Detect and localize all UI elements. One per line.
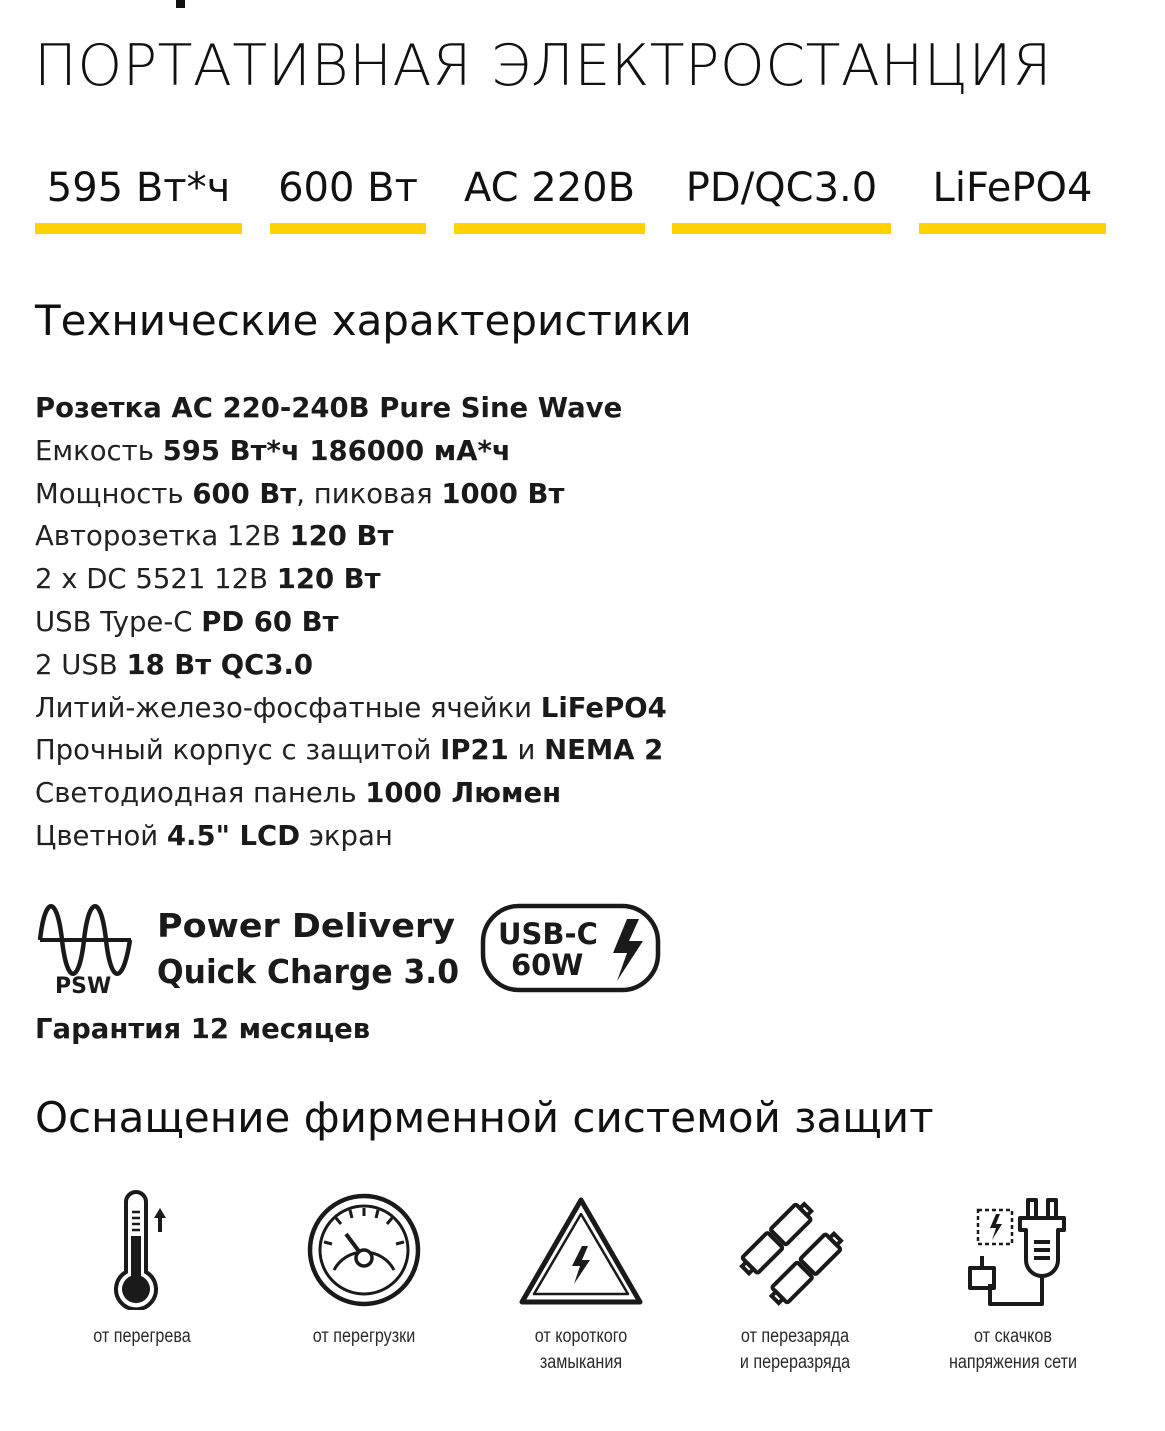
caption-line: от скачков (974, 1326, 1052, 1347)
spec-value: LiFePO4 (540, 691, 667, 724)
gauge-icon (304, 1190, 424, 1310)
caption-line: от перегрева (93, 1326, 191, 1347)
spec-label: Мощность (35, 477, 193, 510)
top-edge-mark (176, 0, 185, 8)
spec-line (35, 387, 667, 430)
spec-label: Литий-железо-фосфатные ячейки (35, 691, 541, 724)
logos-row (35, 895, 675, 1005)
spec-label: Цветной (35, 819, 167, 852)
badge-capacity (35, 160, 242, 234)
caption-line: и переразряда (739, 1352, 851, 1373)
badge-label: 600 Вт (278, 165, 418, 211)
caption-line: от короткого (534, 1326, 628, 1347)
specs-heading: Технические характеристики (35, 296, 692, 345)
logos-graphic (35, 895, 675, 1005)
badge-underline (919, 223, 1106, 234)
spec-value: 4.5" LCD (166, 819, 301, 852)
high-voltage-warning-icon (516, 1190, 646, 1310)
warranty-text: Гарантия 12 месяцев (35, 1013, 371, 1045)
spec-label: экран (300, 819, 393, 852)
spec-label: USB Type-C (35, 605, 202, 638)
spec-value: 120 Вт (289, 520, 394, 553)
power-plug-icon (948, 1190, 1078, 1310)
spec-value: 18 Вт QC3.0 (126, 648, 314, 681)
sine-wave-icon (40, 906, 131, 974)
usbc-line1: USB-C (498, 917, 598, 951)
power-delivery-text: Power Delivery (157, 906, 455, 945)
battery-icon (730, 1190, 860, 1310)
spec-label: Емкость (35, 434, 163, 467)
spec-line (35, 558, 667, 601)
protection-caption (710, 1324, 880, 1376)
spec-value: 1000 Вт (441, 477, 565, 510)
quick-charge-text: Quick Charge 3.0 (157, 952, 459, 991)
spec-line (35, 601, 667, 644)
protection-item-overload (264, 1190, 464, 1350)
spec-label: 2 x DC 5521 12В (35, 563, 277, 596)
protection-item-short-circuit (481, 1190, 681, 1376)
spec-value: NEMA 2 (544, 734, 664, 767)
caption-line: замыкания (539, 1352, 623, 1373)
badge-label: 595 Вт*ч (46, 165, 231, 211)
badge-underline (454, 223, 645, 234)
specs-list (35, 387, 667, 858)
badge-label: LiFePO4 (932, 165, 1093, 211)
protection-caption (57, 1324, 227, 1350)
spec-line (35, 473, 667, 516)
badge-underline (270, 223, 426, 234)
badge-underline (672, 223, 891, 234)
spec-label: Прочный корпус с защитой (35, 734, 441, 767)
badge-pd-qc (672, 160, 891, 234)
protection-caption (279, 1324, 449, 1350)
spec-line (35, 430, 667, 473)
caption-line: от перезаряда (740, 1326, 850, 1347)
spec-line (35, 772, 667, 815)
protection-caption (496, 1324, 666, 1376)
spec-value: IP21 (440, 734, 509, 767)
spec-value: PD 60 Вт (201, 605, 339, 638)
thermometer-icon (82, 1190, 202, 1310)
badge-lifepo4 (919, 160, 1106, 234)
lightning-icon (613, 919, 643, 981)
page-title: ПОРТАТИВНАЯ ЭЛЕКТРОСТАНЦИЯ (34, 33, 1053, 99)
spec-value: 600 Вт (192, 477, 297, 510)
badge-power (270, 160, 426, 234)
spec-value: Розетка AC 220-240В Pure Sine Wave (35, 392, 623, 424)
spec-label: и (508, 734, 545, 767)
badge-underline (35, 223, 242, 234)
spec-line (35, 644, 667, 687)
spec-label: Авторозетка 12В (35, 520, 290, 553)
spec-value: 120 Вт (276, 563, 381, 596)
spec-line (35, 815, 667, 858)
badge-label: PD/QC3.0 (685, 165, 878, 211)
psw-label: PSW (55, 974, 112, 999)
protection-heading: Оснащение фирменной системой защит (35, 1093, 934, 1142)
spec-label: , пиковая (296, 477, 442, 510)
spec-label: Светодиодная панель (35, 777, 366, 810)
spec-line (35, 687, 667, 730)
protection-caption (928, 1324, 1098, 1376)
spec-label: 2 USB (35, 648, 127, 681)
caption-line: напряжения сети (948, 1352, 1078, 1373)
spec-value: 1000 Люмен (365, 777, 562, 810)
protection-item-surge (913, 1190, 1113, 1376)
caption-line: от перегрузки (312, 1326, 416, 1347)
badge-label: AC 220В (463, 165, 636, 211)
spec-value: 595 Вт*ч 186000 мА*ч (162, 434, 511, 467)
protection-item-overheat (42, 1190, 242, 1350)
usbc-line2: 60W (511, 948, 584, 982)
badge-ac (454, 160, 645, 234)
protection-item-charge (695, 1190, 895, 1376)
spec-line (35, 515, 667, 558)
spec-line (35, 729, 667, 772)
